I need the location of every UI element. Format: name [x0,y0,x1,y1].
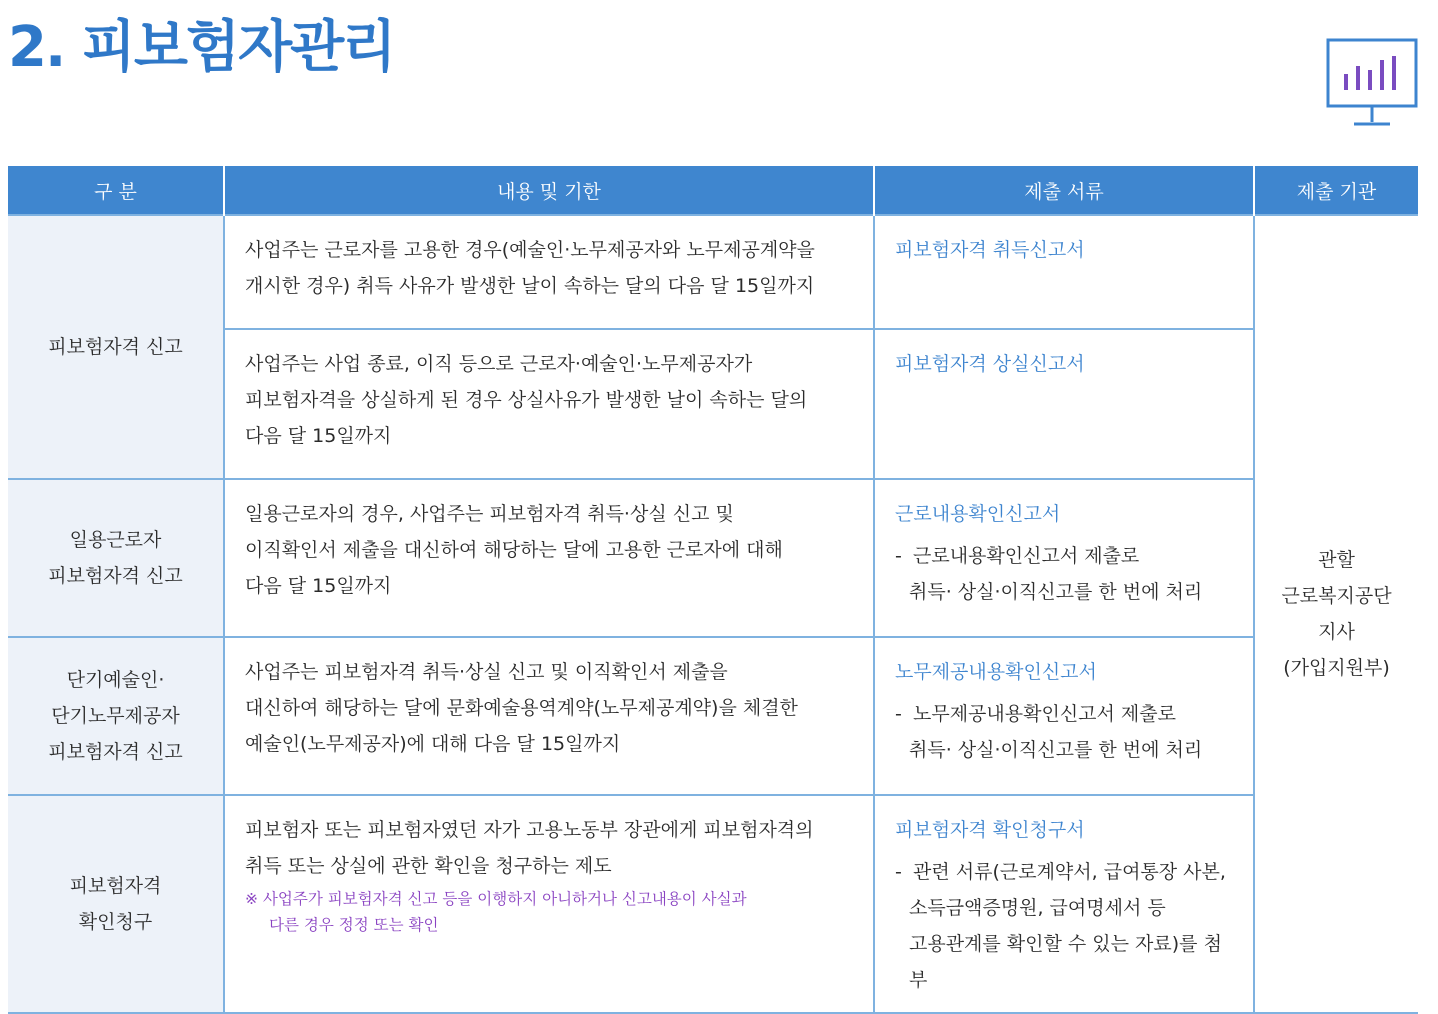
agency-line: 근로복지공단 [1281,585,1392,607]
document-title: 피보험자격 확인청구서 [895,819,1085,841]
footnote-line: ※ 사업주가 피보험자격 신고 등을 이행하지 아니하거나 신고내용이 사실과 [245,890,747,908]
content-cell [224,479,874,637]
category-label: 피보험자격 [69,875,162,897]
category-label: 피보험자격 신고 [48,741,183,763]
content-line: 피보험자 또는 피보험자였던 자가 고용노동부 장관에게 피보험자격의 [245,819,814,841]
document-note-line: 관련 서류(근로계약서, 급여통장 사본, [913,861,1226,883]
category-label: 단기예술인· [66,669,165,691]
content-cell [224,795,874,1013]
content-cell [224,637,874,795]
content-line: 피보험자격을 상실하게 된 경우 상실사유가 발생한 날이 속하는 달의 [245,389,808,411]
document-title: 근로내용확인신고서 [895,503,1061,525]
content-line: 개시한 경우) 취득 사유가 발생한 날이 속하는 달의 다음 달 15일까지 [245,275,815,297]
content-line: 다음 달 15일까지 [245,425,392,447]
category-label: 피보험자격 신고 [48,565,183,587]
agency-cell [1254,215,1418,1013]
footnote-line: 다른 경우 정정 또는 확인 [269,916,439,934]
content-line: 사업주는 피보험자격 취득·상실 신고 및 이직확인서 제출을 [245,661,728,683]
document-note: - 노무제공내용확인신고서 제출로 취득· 상실·이직신고를 한 번에 처리 [895,696,1233,768]
page-title: 2. 피보험자관리 [8,15,395,80]
category-label: 확인청구 [78,911,153,933]
agency-line: 지사 [1318,621,1355,643]
documents-cell [874,479,1254,637]
content-line: 대신하여 해당하는 달에 문화예술용역계약(노무제공계약)을 체결한 [245,697,798,719]
agency-line: 관할 [1318,549,1355,571]
document-title: 피보험자격 취득신고서 [895,239,1085,261]
document-note-line: 근로내용확인신고서 제출로 [913,545,1140,567]
content-line: 다음 달 15일까지 [245,575,392,597]
content-line: 일용근로자의 경우, 사업주는 피보험자격 취득·상실 신고 및 [245,503,734,525]
header-category: 구 분 [8,166,224,215]
category-cell [8,479,224,637]
header-agency: 제출 기관 [1254,166,1418,215]
document-note-line: 취득· 상실·이직신고를 한 번에 처리 [909,581,1203,603]
monitor-chart-icon [1322,36,1422,132]
document-note-line: 소득금액증명원, 급여명세서 등 [909,897,1166,919]
content-cell [224,329,874,479]
documents-cell [874,215,1254,329]
table-row [8,795,1418,1013]
insured-management-table [8,166,1418,1014]
document-title: 피보험자격 상실신고서 [895,353,1085,375]
category-label: 피보험자격 신고 [48,336,183,358]
content-line: 사업주는 근로자를 고용한 경우(예술인·노무제공자와 노무제공계약을 [245,239,815,261]
agency-line: (가입지원부) [1283,657,1390,679]
category-cell [8,795,224,1013]
document-note-line: 노무제공내용확인신고서 제출로 [913,703,1176,725]
category-cell [8,637,224,795]
documents-cell [874,795,1254,1013]
table-header-row [8,166,1418,215]
content-line: 취득 또는 상실에 관한 확인을 청구하는 제도 [245,855,612,877]
document-note: - 근로내용확인신고서 제출로 취득· 상실·이직신고를 한 번에 처리 [895,538,1233,610]
document-title: 노무제공내용확인신고서 [895,661,1097,683]
content-line: 사업주는 사업 종료, 이직 등으로 근로자·예술인·노무제공자가 [245,353,753,375]
content-line: 이직확인서 제출을 대신하여 해당하는 달에 고용한 근로자에 대해 [245,539,783,561]
document-note-line: 취득· 상실·이직신고를 한 번에 처리 [909,739,1203,761]
category-cell [8,215,224,479]
documents-cell [874,637,1254,795]
category-label: 일용근로자 [69,529,162,551]
header-content: 내용 및 기한 [224,166,874,215]
table-row [8,479,1418,637]
table-row [8,637,1418,795]
document-note-line: 고용관계를 확인할 수 있는 자료)를 첨부 [909,933,1222,991]
documents-cell [874,329,1254,479]
document-note: - 관련 서류(근로계약서, 급여통장 사본, 소득금액증명원, 급여명세서 등 고용관계를 확인할 수 있는 자료)를 첨부 [895,854,1233,998]
header-documents: 제출 서류 [874,166,1254,215]
content-cell [224,215,874,329]
table-row [8,215,1418,329]
content-line: 예술인(노무제공자)에 대해 다음 달 15일까지 [245,733,621,755]
category-label: 단기노무제공자 [51,705,180,727]
content-footnote [245,886,853,938]
